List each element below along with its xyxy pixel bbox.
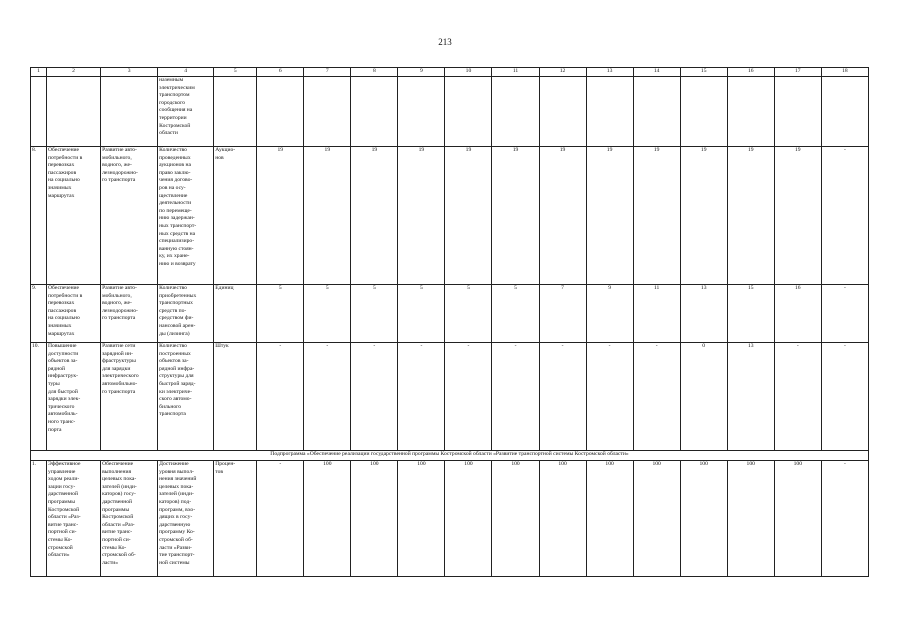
- value-cell: 100: [492, 461, 539, 577]
- row-number: 1.: [31, 461, 47, 577]
- row-number: [31, 77, 47, 147]
- value-cell: 11: [633, 285, 680, 343]
- page-number: 213: [438, 37, 452, 47]
- column-number: 15: [680, 68, 727, 77]
- column-number: 12: [539, 68, 586, 77]
- goal-cell: Обеспечение потребности в перевозках пассажиров на социально значимых маршрутах: [47, 147, 101, 285]
- value-cell: [445, 77, 492, 147]
- value-cell: 0: [680, 343, 727, 451]
- row-number: 8.: [31, 147, 47, 285]
- value-cell: [586, 77, 633, 147]
- task-cell: [101, 77, 158, 147]
- value-cell: 100: [351, 461, 398, 577]
- unit-cell: Единиц: [214, 285, 257, 343]
- goal-cell: Эффективное управление ходом реали- зации госу- дарственной программы Костромской области «Раз- витие транс- портной си- стемы Ко- стромской области»: [47, 461, 101, 577]
- value-cell: -: [351, 343, 398, 451]
- column-number: 6: [257, 68, 304, 77]
- unit-cell: Аукцио- нов: [214, 147, 257, 285]
- value-cell: -: [774, 343, 821, 451]
- value-cell: 16: [774, 285, 821, 343]
- value-cell: 19: [774, 147, 821, 285]
- value-cell: [398, 77, 445, 147]
- value-cell: 100: [445, 461, 492, 577]
- indicator-cell: Достижение уровня выпол- нения значений целевых пока- зателей (инди- каторов) под- программ, вхо- дящих в госу- дарственную программу Ко- стромской об- ласти «Разви- тие транспорт- ной системы: [158, 461, 214, 577]
- value-cell: 100: [633, 461, 680, 577]
- task-cell: Обеспечение выполнения целевых пока- зателей (инди- каторов) госу- дарственной программы Костромской области «Раз- витие транс- портной си- стемы Ко- стромской об- ласти»: [101, 461, 158, 577]
- unit-cell: [214, 77, 257, 147]
- table-row: [31, 147, 869, 285]
- value-cell: [351, 77, 398, 147]
- value-cell: [539, 77, 586, 147]
- task-cell: Развитие авто- мобильного, водного, же- лезнодорожно- го транспорта: [101, 285, 158, 343]
- value-cell: 9: [586, 285, 633, 343]
- value-cell: [304, 77, 351, 147]
- value-cell: -: [539, 343, 586, 451]
- table-row: [31, 461, 869, 577]
- column-number: 1: [31, 68, 47, 77]
- value-cell: 19: [727, 147, 774, 285]
- value-cell: 19: [492, 147, 539, 285]
- value-cell: 13: [680, 285, 727, 343]
- column-number: 4: [158, 68, 214, 77]
- value-cell: -: [257, 343, 304, 451]
- column-number: 17: [774, 68, 821, 77]
- value-cell: [680, 77, 727, 147]
- value-cell: 19: [680, 147, 727, 285]
- value-cell: 19: [633, 147, 680, 285]
- value-cell: -: [821, 461, 868, 577]
- indicator-cell: Количество приобретенных транспортных средств по- средством фи- нансовой арен- ды (лизинга): [158, 285, 214, 343]
- indicators-table: [30, 67, 869, 577]
- column-number: 7: [304, 68, 351, 77]
- value-cell: 5: [304, 285, 351, 343]
- value-cell: 5: [257, 285, 304, 343]
- value-cell: 19: [445, 147, 492, 285]
- value-cell: 19: [351, 147, 398, 285]
- value-cell: 5: [492, 285, 539, 343]
- value-cell: 5: [445, 285, 492, 343]
- column-number: 8: [351, 68, 398, 77]
- table-row: [31, 77, 869, 147]
- column-number: 9: [398, 68, 445, 77]
- value-cell: -: [257, 461, 304, 577]
- table-row: [31, 285, 869, 343]
- task-cell: Развитие сети зарядной ин- фраструктуры для зарядки электрического автомобильно- го транспорта: [101, 343, 158, 451]
- row-number: 10.: [31, 343, 47, 451]
- value-cell: 100: [304, 461, 351, 577]
- value-cell: 100: [680, 461, 727, 577]
- value-cell: 7: [539, 285, 586, 343]
- value-cell: -: [821, 343, 868, 451]
- indicator-cell: Количество построенных объектов за- рядной инфра- структуры для быстрой заряд- ки электриче- ского автомо- бильного транспорта: [158, 343, 214, 451]
- value-cell: -: [586, 343, 633, 451]
- value-cell: -: [445, 343, 492, 451]
- task-cell: Развитие авто- мобильного, водного, же- лезнодорожно- го транспорта: [101, 147, 158, 285]
- value-cell: -: [821, 147, 868, 285]
- value-cell: 100: [398, 461, 445, 577]
- value-cell: 15: [727, 285, 774, 343]
- value-cell: 100: [586, 461, 633, 577]
- column-number: 11: [492, 68, 539, 77]
- row-number: 9.: [31, 285, 47, 343]
- column-number: 5: [214, 68, 257, 77]
- value-cell: [821, 77, 868, 147]
- value-cell: -: [304, 343, 351, 451]
- column-number: 13: [586, 68, 633, 77]
- value-cell: 100: [727, 461, 774, 577]
- goal-cell: [47, 77, 101, 147]
- value-cell: 19: [539, 147, 586, 285]
- column-number: 3: [101, 68, 158, 77]
- value-cell: -: [633, 343, 680, 451]
- goal-cell: Повышение доступности объектов за- рядной инфраструк- туры для быстрой зарядки элек- трического автомобиль- ного транс- порта: [47, 343, 101, 451]
- table-row: [31, 343, 869, 451]
- value-cell: [492, 77, 539, 147]
- subprogram-row: [31, 451, 869, 461]
- value-cell: 19: [304, 147, 351, 285]
- subprogram-title: Подпрограмма «Обеспечение реализации государственной программы Костромской области «Развитие транспортной системы Костромской области»: [31, 451, 869, 461]
- value-cell: -: [821, 285, 868, 343]
- value-cell: [727, 77, 774, 147]
- value-cell: -: [492, 343, 539, 451]
- column-number: 2: [47, 68, 101, 77]
- unit-cell: Процен- тов: [214, 461, 257, 577]
- value-cell: [774, 77, 821, 147]
- value-cell: 100: [539, 461, 586, 577]
- value-cell: 100: [774, 461, 821, 577]
- header-row: [31, 68, 869, 77]
- value-cell: 5: [398, 285, 445, 343]
- column-number: 10: [445, 68, 492, 77]
- value-cell: -: [398, 343, 445, 451]
- value-cell: 19: [398, 147, 445, 285]
- column-number: 16: [727, 68, 774, 77]
- goal-cell: Обеспечение потребности в перевозках пассажиров на социально значимых маршрутах: [47, 285, 101, 343]
- indicator-cell: наземным электрическим транспортом городского сообщения на территории Костромской области: [158, 77, 214, 147]
- value-cell: 13: [727, 343, 774, 451]
- unit-cell: Штук: [214, 343, 257, 451]
- column-number: 14: [633, 68, 680, 77]
- value-cell: 5: [351, 285, 398, 343]
- indicator-cell: Количество проведенных аукционов на право заклю- чения догово- ров на осу- ществление деятельности по перемеще- нию задержан- ных транспорт- ных средств на специализиро- ванную стоян- ку, их хране- нию и возврату: [158, 147, 214, 285]
- value-cell: [633, 77, 680, 147]
- column-number: 18: [821, 68, 868, 77]
- value-cell: 19: [586, 147, 633, 285]
- value-cell: [257, 77, 304, 147]
- value-cell: 19: [257, 147, 304, 285]
